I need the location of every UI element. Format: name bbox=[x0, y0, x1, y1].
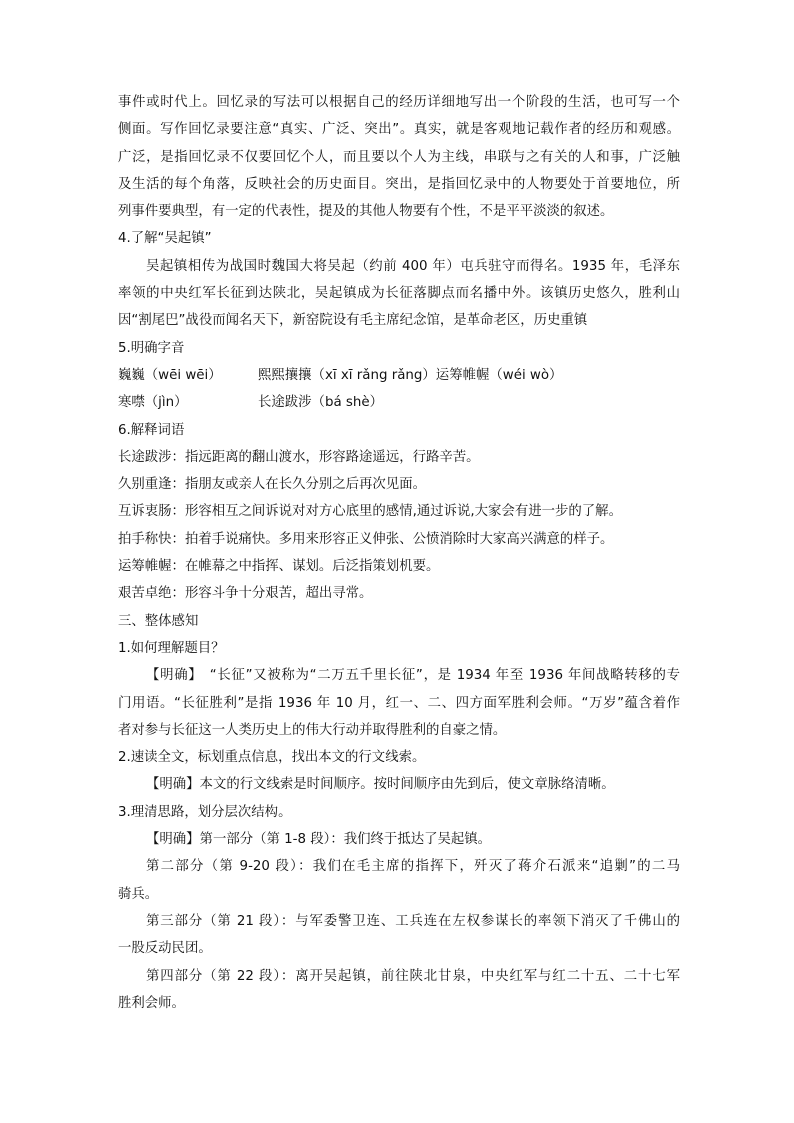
vocabulary-item: 拍手称快：拍着手说痛快。多用来形容正义伸张、公愤消除时大家高兴满意的样子。 bbox=[118, 531, 614, 547]
question-1: 1.如何理解题目？ bbox=[118, 640, 225, 656]
section-heading-overview: 三、整体感知 bbox=[118, 613, 199, 629]
vocabulary-item: 长途跋涉：指远距离的翻山渡水，形容路途遥远，行路辛苦。 bbox=[118, 449, 480, 465]
structure-part-2-cont: 骑兵。 bbox=[118, 886, 159, 902]
vocabulary-item: 久别重逢：指朋友或亲人在长久分别之后再次见面。 bbox=[118, 477, 426, 493]
structure-part-1: 【明确】第一部分（第 1-8 段）：我们终于抵达了吴起镇。 bbox=[146, 832, 492, 848]
wuqi-line: 率领的中央红军长征到达陕北，吴起镇成为长征落脚点而名播中外。该镇历史悠久，胜利山 bbox=[118, 286, 680, 302]
intro-line: 广泛，是指回忆录不仅要回忆个人，而且要以个人为主线，串联与之有关的人和事，广泛触 bbox=[118, 149, 680, 165]
pronunciation-row bbox=[118, 389, 680, 416]
structure-part-4-cont: 胜利会师。 bbox=[118, 995, 185, 1011]
structure-part-3: 第三部分（第 21 段）：与军委警卫连、工兵连在左权参谋长的率领下消灭了千佛山的 bbox=[146, 913, 680, 929]
question-3: 3.理清思路，划分层次结构。 bbox=[118, 804, 292, 820]
pronunciation-entry: 熙熙攘攘（xī xī rǎng rǎng）运筹帷幄（wéi wò） bbox=[258, 367, 563, 383]
intro-line: 列事件要典型，有一定的代表性，提及的其他人物要有个性，不是平平淡淡的叙述。 bbox=[118, 204, 614, 220]
pronunciation-row bbox=[118, 362, 680, 389]
intro-line: 事件或时代上。回忆录的写法可以根据自己的经历详细地写出一个阶段的生活，也可写一个 bbox=[118, 95, 680, 110]
answer-1-line: 者对参与长征这一人类历史上的伟大行动并取得胜利的自豪之情。 bbox=[118, 722, 507, 738]
question-2: 2.速读全文，标划重点信息，找出本文的行文线索。 bbox=[118, 750, 426, 766]
vocabulary-item: 互诉衷肠：形容相互之间诉说对对方心底里的感情,通过诉说,大家会有进一步的了解。 bbox=[118, 504, 622, 520]
pronunciation-entry: 寒噤（jìn） bbox=[118, 395, 188, 411]
section-heading-wuqi: 4.了解“吴起镇” bbox=[118, 231, 212, 247]
vocabulary-item: 运筹帷幄：在帷幕之中指挥、谋划。后泛指策划机要。 bbox=[118, 559, 440, 575]
wuqi-line: 吴起镇相传为战国时魏国大将吴起（约前 400 年）屯兵驻守而得名。1935 年，毛泽东 bbox=[146, 258, 680, 274]
answer-1-line: 门用语。“长征胜利”是指 1936 年 10 月，红一、二、四方面军胜利会师。“万岁”蕴含着作 bbox=[118, 695, 680, 711]
structure-part-4: 第四部分（第 22 段）：离开吴起镇，前往陕北甘泉，中央红军与红二十五、二十七军 bbox=[146, 968, 680, 984]
intro-line: 侧面。写作回忆录要注意“真实、广泛、突出”。真实，就是客观地记载作者的经历和观感。 bbox=[118, 122, 680, 138]
document-page bbox=[118, 89, 680, 1017]
pronunciation-entry: 巍巍（wēi wēi） bbox=[118, 367, 222, 383]
section-heading-pronunciation: 5.明确字音 bbox=[118, 340, 185, 356]
intro-line: 及生活的每个角落，反映社会的历史面目。突出，是指回忆录中的人物要处于首要地位，所 bbox=[118, 176, 680, 192]
structure-part-3-cont: 一股反动民团。 bbox=[118, 941, 212, 957]
structure-part-2: 第二部分（第 9-20 段）：我们在毛主席的指挥下，歼灭了蒋介石派来“追剿”的二马 bbox=[146, 859, 680, 875]
pronunciation-entry: 长途跋涉（bá shè） bbox=[258, 395, 384, 411]
answer-2: 【明确】本文的行文线索是时间顺序。按时间顺序由先到后，使文章脉络清晰。 bbox=[146, 777, 615, 793]
section-heading-vocabulary: 6.解释词语 bbox=[118, 422, 185, 438]
answer-1-line: 【明确】 “长征”又被称为“二万五千里长征”，是 1934 年至 1936 年间战略转移的专 bbox=[146, 668, 680, 684]
vocabulary-item: 艰苦卓绝：形容斗争十分艰苦，超出寻常。 bbox=[118, 586, 373, 602]
wuqi-line: 因“割尾巴”战役而闻名天下，新窑院设有毛主席纪念馆，是革命老区，历史重镇 bbox=[118, 313, 588, 329]
